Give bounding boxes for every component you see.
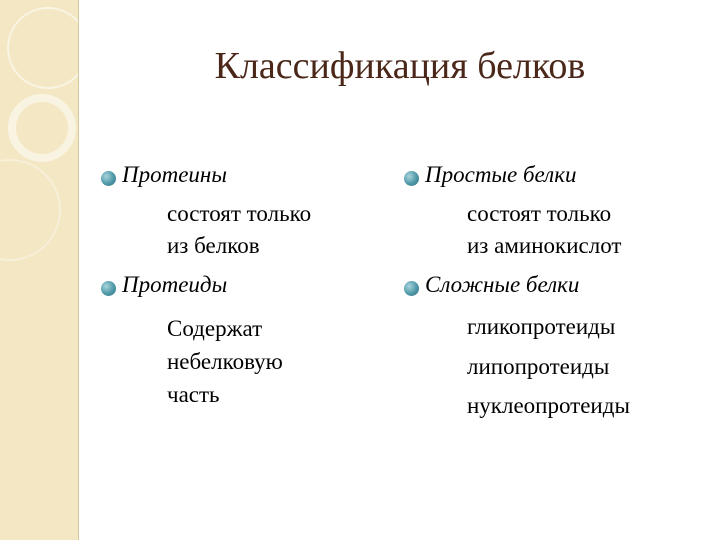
bullet-icon: [404, 281, 419, 296]
left-line: из белков: [167, 233, 260, 258]
right-line: состоят только: [467, 201, 612, 226]
left-line: состоят только: [167, 201, 312, 226]
right-heading-simple: Простые белки: [425, 162, 577, 187]
left-heading-proteins: Протеины: [122, 162, 227, 187]
bullet-icon: [101, 281, 116, 296]
decorative-circles-icon: [0, 0, 78, 540]
left-line: часть: [167, 382, 220, 407]
bullet-icon: [101, 171, 116, 186]
left-heading-proteids: Протеиды: [122, 272, 228, 297]
right-line: липопротеиды: [467, 354, 610, 379]
sidebar-divider: [78, 0, 79, 540]
right-line: нуклеопротеиды: [467, 393, 630, 418]
bullet-icon: [404, 171, 419, 186]
left-line: небелковую: [167, 349, 283, 374]
right-heading-complex: Сложные белки: [425, 272, 580, 297]
decorative-sidebar: [0, 0, 78, 540]
slide-title: Классификация белков: [214, 45, 586, 87]
left-line: Содержат: [167, 316, 263, 341]
right-line: из аминокислот: [467, 233, 622, 258]
right-line: гликопротеиды: [467, 314, 616, 339]
